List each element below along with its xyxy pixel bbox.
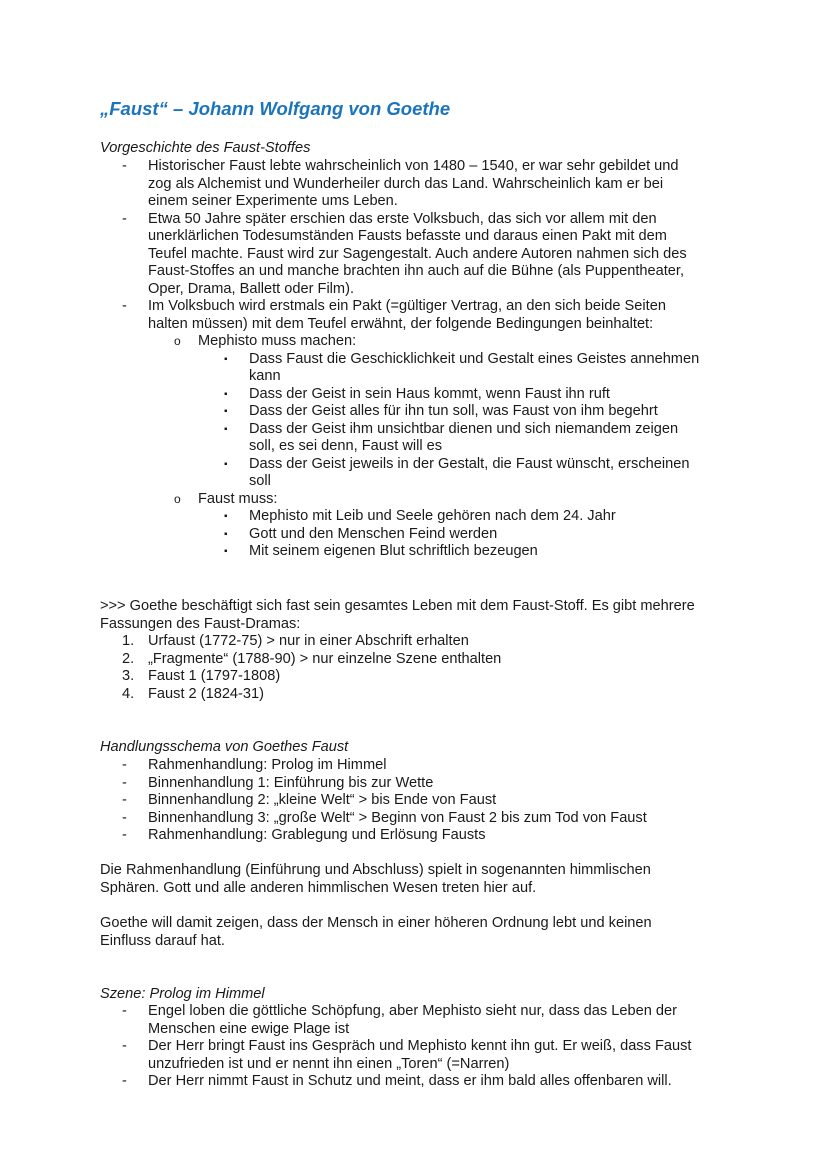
- list-item: - Etwa 50 Jahre später erschien das erste Volksbuch, das sich vor allem mit den unerklärlichen Todesumständen Fausts befasste und daraus einen Pakt mit dem Teufel machte. Faust wird zur Sagengestalt. Auch andere Autoren nahmen sich des Faust-Stoffes an und manche brachten ihn auch auf die Bühne (als Puppentheater, Oper, Drama, Ballett oder Film).: [122, 210, 687, 297]
- list-item: - Binnenhandlung 3: „große Welt“ > Beginn von Faust 2 bis zum Tod von Faust: [122, 809, 647, 826]
- square-bullet-icon: ▪: [224, 353, 228, 365]
- list-item: - Engel loben die göttliche Schöpfung, aber Mephisto sieht nur, dass das Leben der Menschen eine ewige Plage ist: [122, 1003, 677, 1037]
- dash-bullet-icon: -: [122, 1038, 127, 1054]
- list-item: - Im Volksbuch wird erstmals ein Pakt (=gültiger Vertrag, an den sich beide Seiten halten müssen) mit dem Teufel erwähnt, der folgende Bedingungen beinhaltet:: [122, 298, 666, 332]
- square-bullet-icon: ▪: [224, 458, 228, 470]
- square-bullet-icon: ▪: [224, 546, 228, 557]
- square-bullet-icon: ▪: [224, 423, 228, 435]
- square-bullet-icon: ▪: [224, 406, 228, 417]
- list-item: - Rahmenhandlung: Grablegung und Erlösung Fausts: [122, 827, 486, 843]
- dash-bullet-icon: -: [122, 774, 127, 791]
- dash-bullet-icon: -: [122, 210, 127, 227]
- dash-bullet-icon: -: [122, 827, 127, 843]
- list-item: - Binnenhandlung 1: Einführung bis zur Wette: [122, 774, 434, 791]
- fassungen-section: >>> Goethe beschäftigt sich fast sein gesamtes Leben mit dem Faust-Stoff. Es gibt mehrere Fassungen des Faust-Dramas: 1. Urfaust (1772-75) > nur in einer Abschrift erhalten 2. „Fragmente“ (1788-90) > nur einzelne Szene enthalten 3. Faust 1 (1797-1808) 4. Faust 2 (1824-31): [100, 598, 740, 703]
- document-title: „Faust“ – Johann Wolfgang von Goethe: [100, 98, 451, 119]
- section-heading-vorgeschichte: Vorgeschichte des Faust-Stoffes: [100, 140, 311, 156]
- goethe-paragraph: Goethe will damit zeigen, dass der Mensch in einer höheren Ordnung lebt und keinen Einfluss darauf hat.: [100, 915, 652, 949]
- version-item: 1. Urfaust (1772-75) > nur in einer Abschrift erhalten: [122, 633, 469, 649]
- square-bullet-icon: ▪: [224, 511, 228, 522]
- circle-bullet-icon: o: [174, 334, 181, 348]
- list-item: - Der Herr bringt Faust ins Gespräch und Mephisto kennt ihn gut. Er weiß, dass Faust unzufrieden ist und er nennt ihn einen „Toren“ (=Narren): [122, 1038, 692, 1072]
- faust-sublist: o Faust muss: ▪ Mephisto mit Leib und Seele gehören nach dem 24. Jahr ▪ Gott und den Menschen Feind werden ▪ Mit seinem eigenen Blut schriftlich bezeugen: [174, 490, 616, 559]
- dash-bullet-icon: -: [122, 1073, 127, 1089]
- dash-bullet-icon: -: [122, 809, 127, 826]
- circle-bullet-icon: o: [174, 491, 181, 506]
- section-heading-handlungsschema: Handlungsschema von Goethes Faust: [100, 739, 349, 755]
- intro-text: >>> Goethe beschäftigt sich fast sein gesamtes Leben mit dem Faust-Stoff. Es gibt mehrere: [100, 598, 695, 614]
- version-item: 4. Faust 2 (1824-31): [122, 685, 265, 702]
- dash-bullet-icon: -: [122, 757, 127, 773]
- vorgeschichte-list: [100, 158, 740, 561]
- list-item: - Rahmenhandlung: Prolog im Himmel: [122, 757, 387, 773]
- list-item: - Historischer Faust lebte wahrscheinlich von 1480 – 1540, er war sehr gebildet und zog als Alchemist und Wunderheiler durch das Land. Wahrscheinlich kam er bei einem seiner Experimente ums Leben.: [122, 158, 679, 209]
- list-item: - Der Herr nimmt Faust in Schutz und meint, dass er ihm bald alles offenbaren will.: [122, 1073, 672, 1089]
- version-item: 3. Faust 1 (1797-1808): [122, 668, 281, 684]
- square-bullet-icon: ▪: [224, 528, 228, 540]
- square-bullet-icon: ▪: [224, 388, 228, 400]
- dash-bullet-icon: -: [122, 792, 127, 808]
- dash-bullet-icon: -: [122, 158, 127, 174]
- prolog-list: [100, 1003, 740, 1091]
- section-heading-prolog: Szene: Prolog im Himmel: [100, 986, 265, 1002]
- rahmenhandlung-paragraph: Die Rahmenhandlung (Einführung und Abschluss) spielt in sogenannten himmlischen Sphären. Gott und alle anderen himmlischen Wesen treten hier auf.: [100, 862, 651, 896]
- version-item: 2. „Fragmente“ (1788-90) > nur einzelne Szene enthalten: [122, 650, 502, 667]
- dash-bullet-icon: -: [122, 1003, 127, 1019]
- dash-bullet-icon: -: [122, 298, 127, 314]
- list-item: - Binnenhandlung 2: „kleine Welt“ > bis Ende von Faust: [122, 792, 497, 808]
- handlungsschema-list: [100, 757, 740, 845]
- mephisto-sublist: o Mephisto muss machen: ▪ Dass Faust die Geschicklichkeit und Gestalt eines Geistes annehmen kann ▪ Dass der Geist in sein Haus kommt, wenn Faust ihn ruft ▪ Dass der Geist alles für ihn tun soll, was Faust von ihm begehrt ▪ Dass der Geist ihm unsichtbar dienen und sich niemandem zeigen soll, es sei denn, Faust will es ▪ Dass der Geist jeweils in der Gestalt, die Faust wünscht, erscheinen soll: [174, 333, 700, 489]
